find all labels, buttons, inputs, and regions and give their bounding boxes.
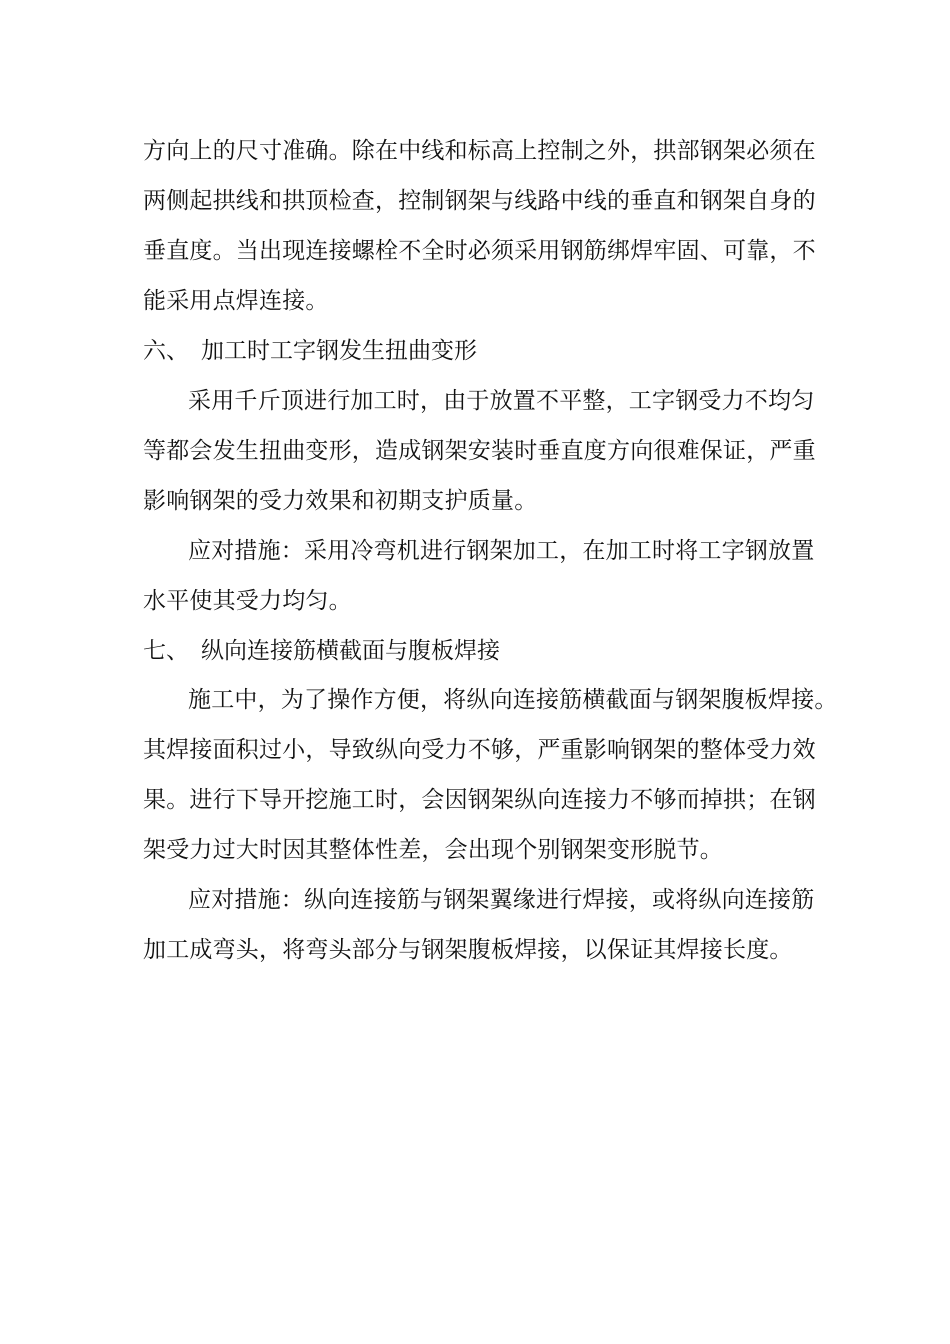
- section-title: 加工时工字钢发生扭曲变形: [201, 338, 477, 364]
- paragraph-line: 采用千斤顶进行加工时，由于放置不平整，工字钢受力不均匀: [188, 388, 815, 414]
- measure-line: 应对措施：纵向连接筋与钢架翼缘进行焊接，或将纵向连接筋: [188, 887, 815, 913]
- paragraph-line: 其焊接面积过小，导致纵向受力不够，严重影响钢架的整体受力效: [143, 737, 816, 763]
- paragraph-line: 果。进行下导开挖施工时，会因钢架纵向连接力不够而掉拱；在钢: [143, 787, 816, 813]
- paragraph-line: 等都会发生扭曲变形，造成钢架安装时垂直度方向很难保证，严重: [143, 438, 816, 464]
- paragraph-line: 影响钢架的受力效果和初期支护质量。: [143, 488, 538, 514]
- measure-line: 应对措施：采用冷弯机进行钢架加工，在加工时将工字钢放置: [188, 538, 815, 564]
- paragraph-line: 两侧起拱线和拱顶检查，控制钢架与线路中线的垂直和钢架自身的: [143, 188, 816, 214]
- paragraph-line: 垂直度。当出现连接螺栓不全时必须采用钢筋绑焊牢固、可靠，不: [143, 238, 816, 264]
- section-number: 七、: [143, 638, 189, 664]
- paragraph-line: 方向上的尺寸准确。除在中线和标高上控制之外，拱部钢架必须在: [143, 138, 816, 164]
- paragraph-line: 能采用点焊连接。: [143, 288, 329, 314]
- section-title: 纵向连接筋横截面与腹板焊接: [201, 638, 500, 664]
- section-number: 六、: [143, 338, 189, 364]
- measure-line: 加工成弯头，将弯头部分与钢架腹板焊接，以保证其焊接长度。: [143, 937, 793, 963]
- paragraph-line: 施工中，为了操作方便，将纵向连接筋横截面与钢架腹板焊接。: [188, 687, 838, 713]
- paragraph-line: 架受力过大时因其整体性差，会出现个别钢架变形脱节。: [143, 837, 723, 863]
- measure-line: 水平使其受力均匀。: [143, 588, 352, 614]
